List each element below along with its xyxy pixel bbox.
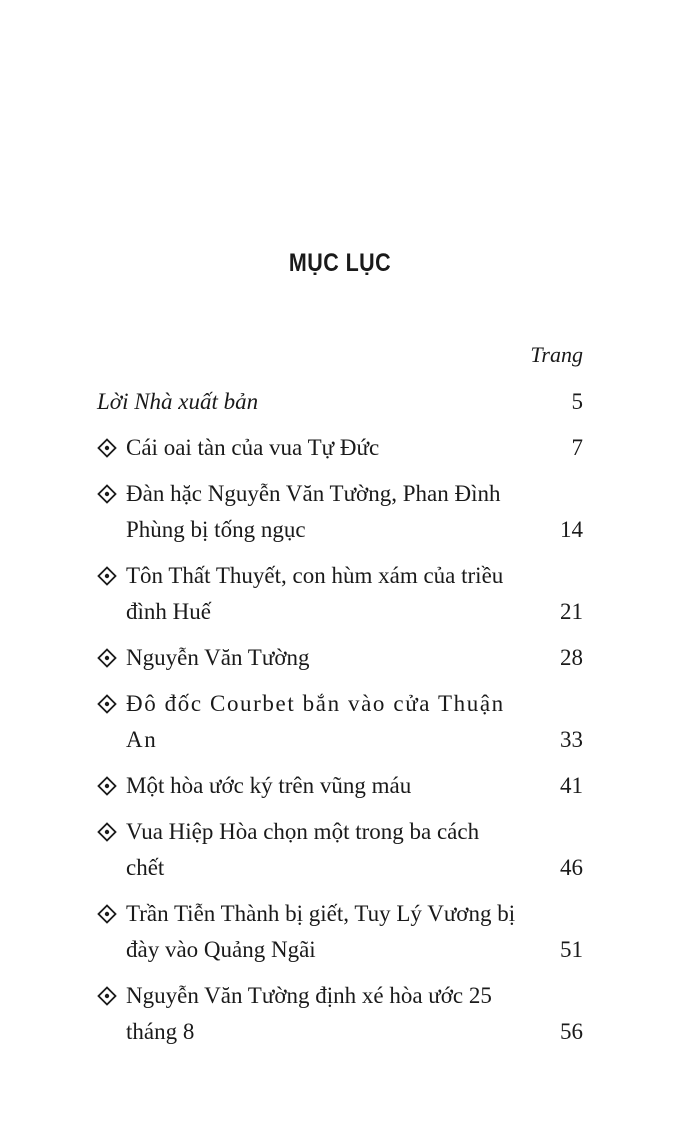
diamond-dot-icon (97, 566, 119, 586)
page-column-label: Trang (530, 342, 583, 367)
toc-entry[interactable] (97, 768, 583, 804)
toc-entry-title: Vua Hiệp Hòa chọn một trong ba cách chết (126, 819, 480, 880)
toc-entry-page: 7 (571, 435, 583, 460)
diamond-dot-icon (97, 986, 119, 1006)
diamond-dot-icon (97, 822, 119, 842)
toc-entry[interactable] (97, 640, 583, 676)
toc-entry-page: 28 (560, 645, 583, 670)
toc-entry-title: Nguyễn Văn Tường định xé hòa ước 25 tháng 8 (126, 983, 492, 1044)
diamond-dot-icon (97, 776, 119, 796)
toc-entry[interactable] (97, 978, 583, 1050)
toc-entry-page: 46 (560, 855, 583, 880)
diamond-dot-icon (97, 904, 119, 924)
toc-entry-page: 14 (560, 517, 583, 542)
diamond-dot-icon (97, 694, 119, 714)
toc-entry-title: Trần Tiễn Thành bị giết, Tuy Lý Vương bị đày vào Quảng Ngãi (126, 901, 516, 962)
toc-entry-page: 51 (560, 937, 583, 962)
page-title: MỤC LỤC (288, 249, 392, 277)
toc-entry-preface[interactable] (97, 384, 583, 420)
toc-entry-title: Tôn Thất Thuyết, con hùm xám của triều đình Huế (126, 563, 504, 624)
toc-entry[interactable] (97, 476, 583, 548)
diamond-dot-icon (97, 484, 119, 504)
toc-entry-page: 21 (560, 599, 583, 624)
toc-entry[interactable] (97, 686, 583, 758)
toc-entry-page: 41 (560, 773, 583, 798)
toc-entry[interactable] (97, 558, 583, 630)
toc-entry-title: Đàn hặc Nguyễn Văn Tường, Phan Đình Phùng bị tống ngục (126, 481, 501, 542)
toc-entry-title: Nguyễn Văn Tường (126, 645, 310, 670)
toc-entry[interactable] (97, 896, 583, 968)
toc-entry-page: 33 (560, 727, 583, 752)
toc-entry-title: Đô đốc Courbet bắn vào cửa Thuận An (126, 691, 505, 752)
toc-entry[interactable] (97, 814, 583, 886)
diamond-dot-icon (97, 648, 119, 668)
diamond-dot-icon (97, 438, 119, 458)
toc-entry-page: 5 (571, 389, 583, 414)
toc-entry-title: Lời Nhà xuất bản (97, 389, 259, 414)
toc-entry-title: Một hòa ước ký trên vũng máu (126, 773, 412, 798)
table-of-contents (97, 384, 583, 1060)
toc-entry-page: 56 (560, 1019, 583, 1044)
toc-entry-title: Cái oai tàn của vua Tự Đức (126, 435, 380, 460)
toc-entry[interactable] (97, 430, 583, 466)
